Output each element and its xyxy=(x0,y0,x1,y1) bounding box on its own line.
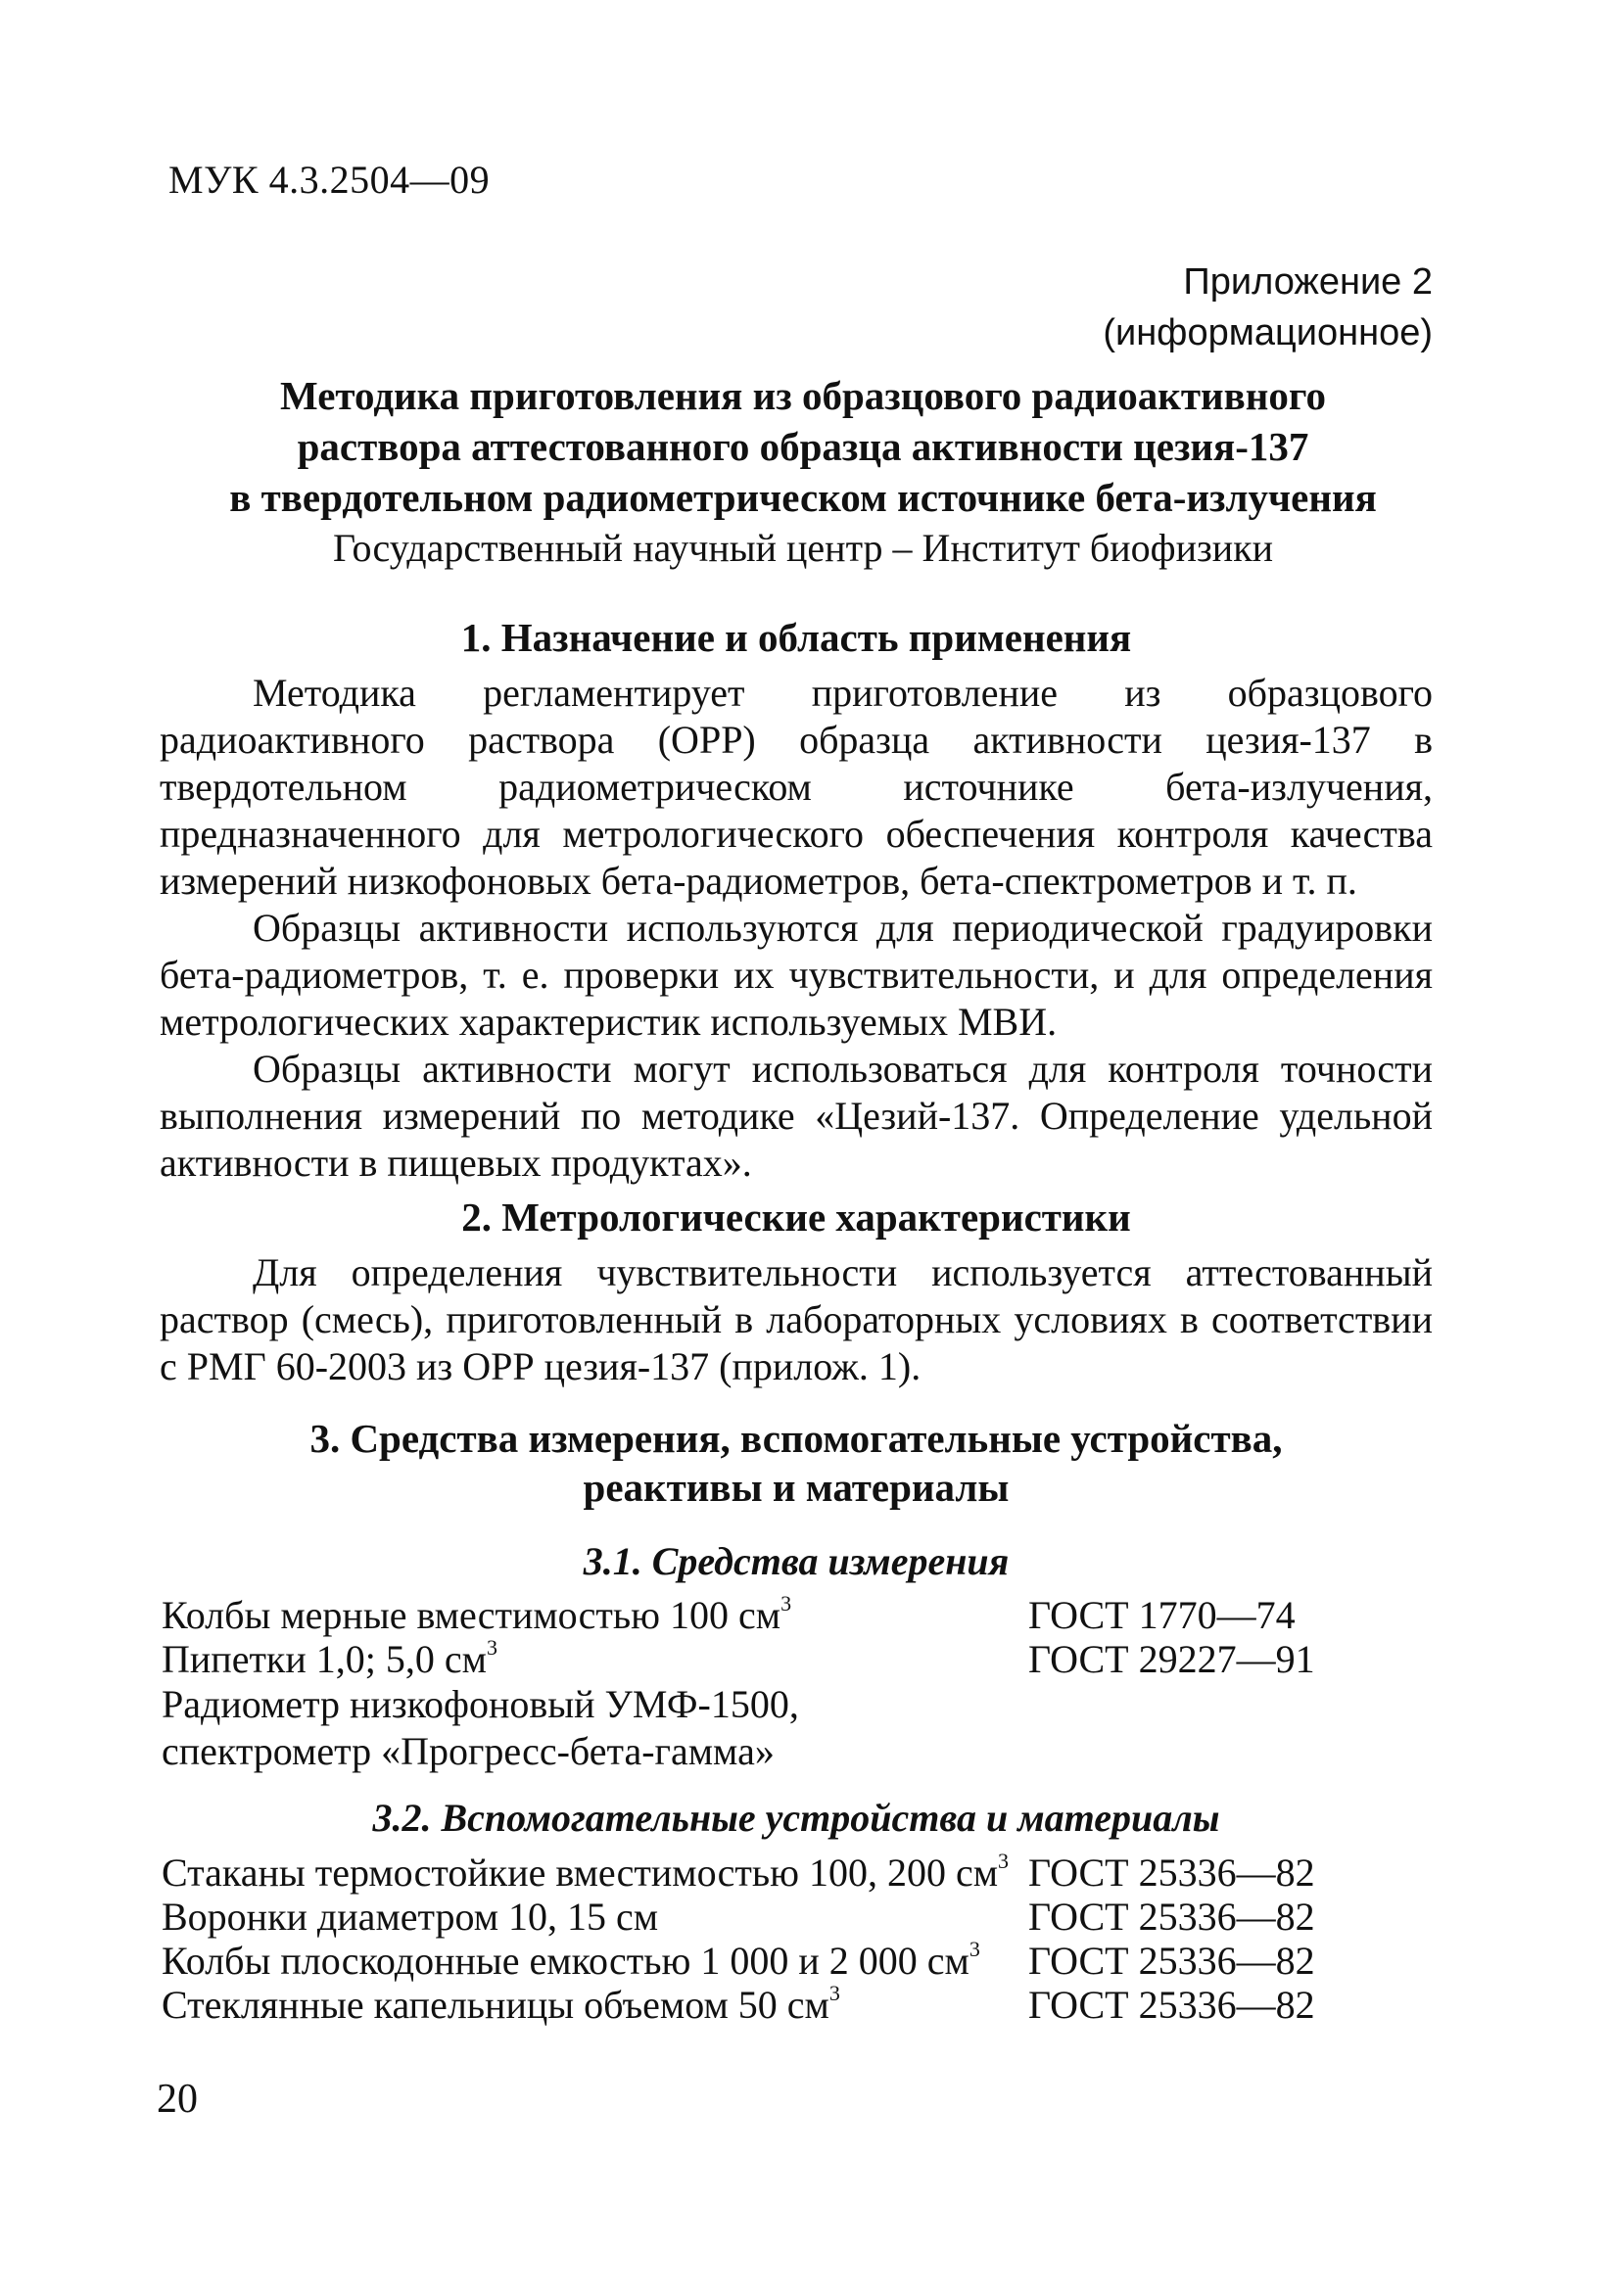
paragraph: Методика регламентирует приготовление из образцового радиоактивного раствора (ОРР) образца активности цезия-137 в твердотельном радиометрическом источнике бета-излучения, предназначенного для метрологического обеспечения контроля качества измерений низкофоновых бета-радиометров, бета-спектрометров и т. п. xyxy=(160,671,1433,903)
section-3 xyxy=(160,1414,1433,1512)
item-standard: ГОСТ 29227—91 xyxy=(1028,1637,1315,1681)
organization: Государственный научный центр – Институт биофизики xyxy=(332,526,1274,570)
item-name: Пипетки 1,0; 5,0 $см^3$ xyxy=(162,1635,497,1681)
subsection-heading: 3.1. Средства измерения xyxy=(583,1539,1010,1583)
subsection-heading: 3.2. Вспомогательные устройства и материалы xyxy=(372,1796,1220,1840)
measurement-tools-list xyxy=(162,1593,1435,1775)
paragraph: Для определения чувствительности используется аттестованный раствор (смесь), приготовленный в лабораторных условиях в соответствии с РМГ 60-2003 из ОРР цезия-137 (прилож. 1). xyxy=(160,1250,1433,1388)
section-1 xyxy=(160,613,1433,1187)
title-line: раствора аттестованного образца активности цезия-137 xyxy=(297,424,1309,469)
title-line: Методика приготовления из образцового радиоактивного xyxy=(280,373,1326,418)
list-item xyxy=(162,1851,1435,1895)
subsection-3-1-heading xyxy=(160,1537,1433,1586)
list-item xyxy=(162,1681,1435,1775)
section-2 xyxy=(160,1193,1433,1390)
document-code: МУК 4.3.2504—09 xyxy=(168,158,491,202)
auxiliary-materials-list xyxy=(162,1851,1435,2027)
item-standard: ГОСТ 1770—74 xyxy=(1028,1593,1296,1637)
page-number: 20 xyxy=(157,2077,198,2122)
item-name: Колбы плоскодонные емкостью 1 000 и 2 000 $см^3$ xyxy=(162,1937,980,1983)
item-standard: ГОСТ 25336—82 xyxy=(1028,1939,1315,1983)
section-2-heading: 2. Метрологические характеристики xyxy=(461,1195,1131,1240)
item-name: Колбы мерные вместимостью 100 $см^3$ xyxy=(162,1591,792,1637)
subsection-3-2-heading xyxy=(160,1794,1433,1843)
list-item xyxy=(162,1983,1435,2027)
paragraph: Образцы активности могут использоваться для контроля точности выполнения измерений по методике «Цезий-137. Определение удельной активности в пищевых продуктах». xyxy=(160,1047,1433,1185)
appendix-title: Приложение 2 xyxy=(1183,261,1433,303)
item-name: Стаканы термостойкие вместимостью 100, 200 $см^3$ xyxy=(162,1849,1010,1895)
title-line: в твердотельном радиометрическом источнике бета-излучения xyxy=(229,475,1377,520)
section-3-heading-line1: 3. Средства измерения, вспомогательные устройства, xyxy=(309,1416,1283,1461)
appendix-label xyxy=(1103,257,1433,358)
list-item xyxy=(162,1895,1435,1939)
item-name: Воронки диаметром 10, 15 см xyxy=(162,1895,659,1939)
document-title xyxy=(157,370,1449,574)
item-standard: ГОСТ 25336—82 xyxy=(1028,1983,1315,2027)
item-name: Стеклянные капельницы объемом 50 $см^3$ xyxy=(162,1981,840,2027)
item-standard: ГОСТ 25336—82 xyxy=(1028,1895,1315,1939)
paragraph: Образцы активности используются для периодической градуировки бета-радиометров, т. е. проверки их чувствительности, и для определения метрологических характеристик используемых МВИ. xyxy=(160,906,1433,1044)
item-name: Радиометр низкофоновый УМФ-1500, спектрометр «Прогресс-бета-гамма» xyxy=(162,1682,799,1773)
item-standard: ГОСТ 25336—82 xyxy=(1028,1851,1315,1895)
list-item xyxy=(162,1637,1435,1681)
section-1-heading: 1. Назначение и область применения xyxy=(460,615,1132,660)
list-item xyxy=(162,1939,1435,1983)
section-3-heading-line2: реактивы и материалы xyxy=(583,1465,1010,1510)
appendix-type: (информационное) xyxy=(1103,312,1433,353)
list-item xyxy=(162,1593,1435,1637)
